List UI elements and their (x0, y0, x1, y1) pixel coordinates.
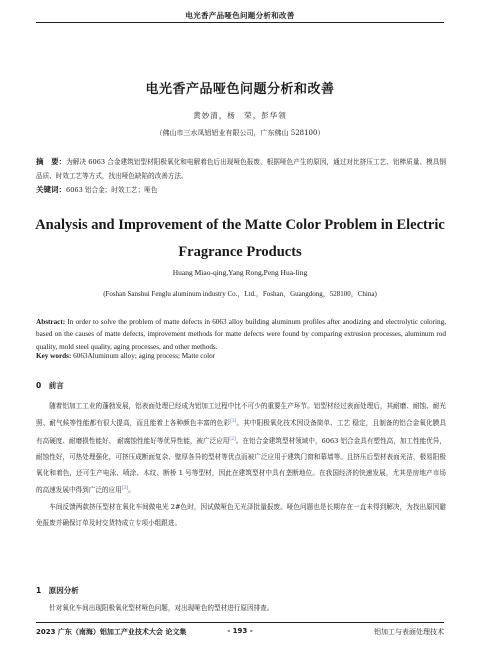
page-number: - 193 - (227, 627, 253, 635)
abstract-cn (36, 155, 446, 183)
running-head: 电光香产品哑色问题分析和改善 (185, 11, 295, 20)
title-cn: 电光香产品哑色问题分析和改善 (145, 82, 335, 97)
keywords-en-label: Key words: (36, 352, 72, 360)
footer-journal: 铝加工与表面处理技术 (374, 628, 444, 636)
citation-1[interactable]: [1] (230, 419, 237, 425)
title-en (20, 212, 460, 266)
section-0-paragraph-1: 随着铝加工工业的蓬勃发展，铝表面处理已经成为铝加工过程中比不可少的重要生产环节。铝型材经过表面处理后，其耐磨、耐蚀、耐光照、耐气候等性能都有很大提高，而且能着上各种颜色丰富的色彩[1]。其中阳极氧化技术因设备简单、工艺 稳定，且制备的铝合金氧化膜具有高硬度、耐磨损性能好、 耐腐蚀性能好等优异性能，被广泛应用[2]。在铝合金建筑型材领域中，6063 铝合金具有塑性高，加工性能优异，耐蚀性好，可热处理强化，可挤压成断面复杂、壁厚各异的型材等优点而被广泛应用于建筑门窗和幕墙等。且挤压后型材表面光洁，极易阳极氧化和着色，还可生产电泳、喷涂、木纹、断桥 1 号等型材，因此在建筑型材中具有垄断地位。在我国经济的快速发展，尤其是房地产市场的高速发展中得到广泛的应用[3]。 (36, 402, 446, 495)
section-0-heading: 0 前言 (36, 381, 64, 390)
section-0-body (36, 398, 446, 531)
authors-cn: 黄妙清，杨 荣，彭华领 (193, 111, 287, 120)
abstract-cn-text: 为解决 6063 合金建筑铝型材阳极氧化和电解着色后出现哑色报废，根据哑色产生的原因，通过对比挤压工艺、铝棒质量、模具钢品质、时效工艺等方式，找出哑色缺陷的改善方法。 (36, 158, 446, 180)
section-1-heading: 1 原因分析 (36, 586, 79, 595)
title-en-line2: Fragrance Products (178, 244, 302, 260)
header-rule (36, 22, 444, 23)
affiliation-en: (Foshan Sanshui Fenglu aluminum industry Co.，Ltd.，Foshan，Guangdong，528100，China) (103, 290, 377, 298)
abstract-cn-label: 摘 要： (36, 157, 67, 166)
keywords-cn-text: 6063 铝合金；时效工艺；哑色 (66, 186, 158, 194)
title-en-line1: Analysis and Improvement of the Matte Color Problem in Electric (35, 217, 445, 233)
authors-en: Huang Miao-qing,Yang Rong,Peng Hua-ling (172, 268, 308, 277)
abstract-en-text: In order to solve the problem of matte defects in 6063 alloy building aluminum profiles after anodizing and electrolytic coloring, based on the causes of matte defects, improvement methods for matte defects were found by comparing extrusion processes, aluminum rod quality, mold steel quality, aging processes, and other methods. (36, 318, 447, 351)
footer-proceedings: 2023 广东（南海）铝加工产业技术大会 论文集 (36, 628, 187, 636)
abstract-en-label: Abstract: (36, 318, 66, 326)
footer-rule (36, 622, 444, 623)
citation-2[interactable]: [2] (229, 436, 236, 442)
affiliation-cn: （佛山市三水凤铝铝业有限公司，广东佛山 528100） (155, 129, 325, 137)
keywords-cn-label: 关键词： (36, 185, 66, 194)
citation-3[interactable]: [3] (121, 486, 129, 492)
keywords-en-text: 6063Aluminum alloy; aging process; Matte color (73, 352, 216, 360)
keywords-cn (36, 184, 446, 196)
section-0-paragraph-2: 车间反馈两款挤压型材在氧化车间做电光 2#色时，因试做哑色无光泽批量报废。哑色问题也是长期存在一直未得到解决，为找出原因避免报废并确保订单及时交货特成立专项小组跟进。 (36, 502, 446, 527)
section-1-paragraph-1: 针对氧化车间出现阳极氧化型材哑色问题，对出现哑色的型材进行原因排查。 (49, 604, 274, 612)
section-1-body (36, 600, 446, 616)
abstract-en (36, 316, 446, 353)
keywords-en (36, 352, 446, 360)
